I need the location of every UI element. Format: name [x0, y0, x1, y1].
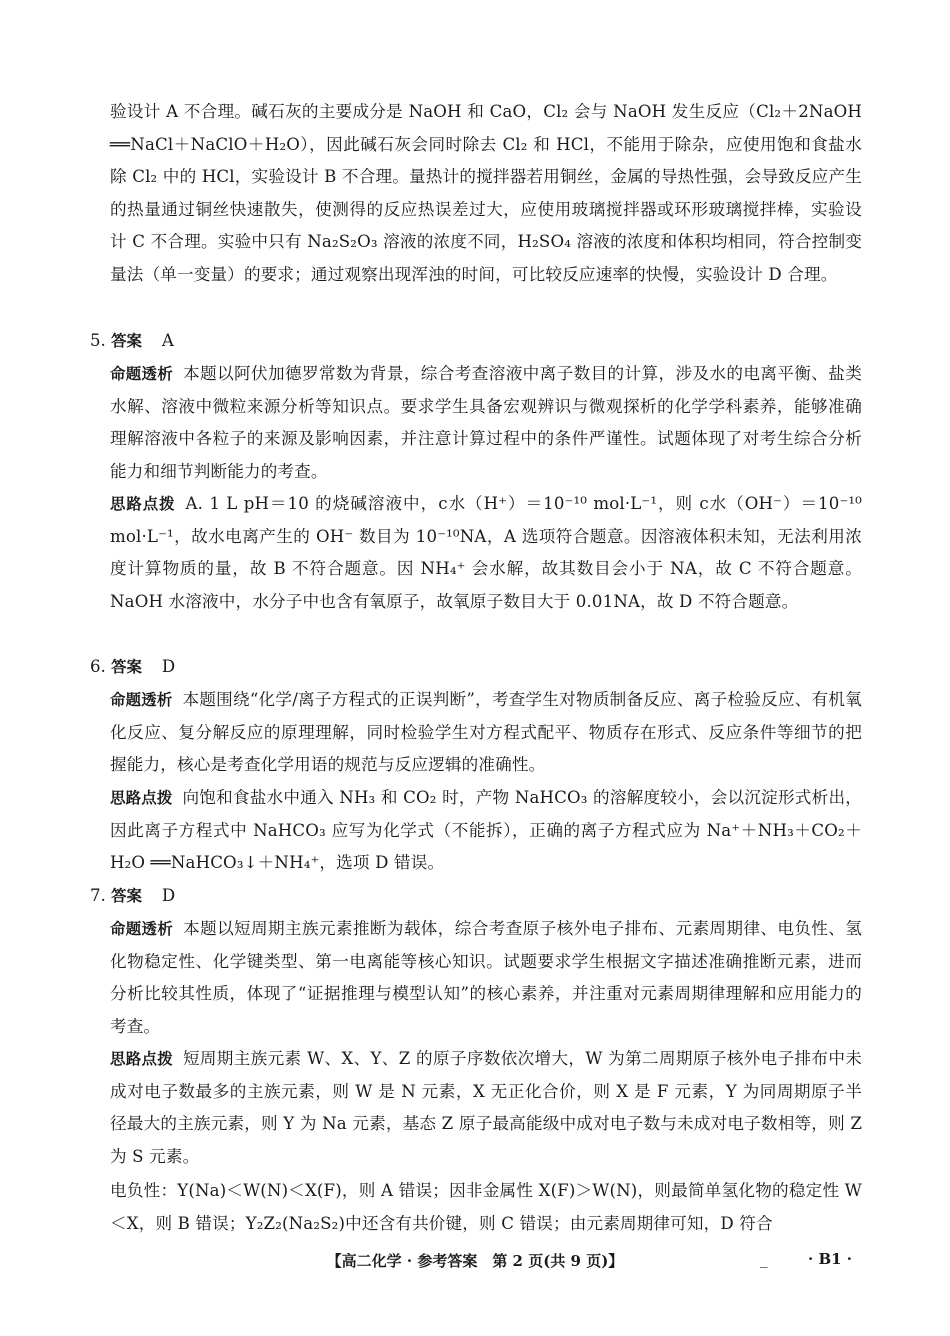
- analysis-text: 本题围绕“化学/离子方程式的正误判断”，考查学生对物质制备反应、离子检验反应、有机氧化反应、复分解反应的原理理解，同时检验学生对方程式配平、物质存在形式、反应条件等细节的把握能力，核心是考查化学用语的规范与反应逻辑的准确性。: [110, 690, 862, 775]
- question-6-answer-line: [90, 651, 175, 684]
- footer-code: · B1 ·: [808, 1250, 853, 1268]
- analysis-text: 本题以短周期主族元素推断为载体，综合考查原子核外电子排布、元素周期律、电负性、氢化物稳定性、化学键类型、第一电离能等核心知识。试题要求学生根据文字描述准确推断元素，进而分析比较其性质，体现了“证据推理与模型认知”的核心素养，并注重对元素周期律理解和应用能力的考查。: [110, 919, 862, 1036]
- answer-value: A: [161, 331, 174, 350]
- question-7-answer-line: [90, 880, 175, 913]
- question-7-hint: [110, 1043, 862, 1173]
- analysis-text: 本题以阿伏加德罗常数为背景，综合考查溶液中离子数目的计算，涉及水的电离平衡、盐类水解、溶液中微粒来源分析等知识点。要求学生具备宏观辨识与微观探析的化学学科素养，能够准确理解溶液中各粒子的来源及影响因素，并注意计算过程中的条件严谨性。试题体现了对考生综合分析能力和细节判断能力的考查。: [110, 364, 862, 481]
- answer-label: 答案: [111, 332, 142, 350]
- question-number: 6.: [90, 657, 106, 676]
- question-number: 7.: [90, 886, 106, 905]
- answer-label: 答案: [111, 887, 142, 905]
- question-6-hint: [110, 782, 862, 880]
- footer-title: 【高二化学 · 参考答案 第 2 页(共 9 页)】: [326, 1252, 624, 1270]
- question-7-analysis: [110, 913, 862, 1043]
- answer-value: D: [161, 657, 176, 676]
- hint-text: A. 1 L pH＝10 的烧碱溶液中，c水（H⁺）＝10⁻¹⁰ mol·L⁻¹，则 c水（OH⁻）＝10⁻¹⁰ mol·L⁻¹，故水电离产生的 OH⁻ 数目为 10⁻¹⁰NA，A 选项符合题意。因溶液体积未知，无法利用浓度计算物质的量，故 B 不符合题意。因 NH₄⁺ 会水解，故其数目会小于 NA，故 C 不符合题意。NaOH 水溶液中，水分子中也含有氧原子，故氧原子数目大于 0.01NA，故 D 不符合题意。: [110, 494, 862, 611]
- question-5-hint: [110, 488, 862, 618]
- question-5-analysis: [110, 358, 862, 488]
- analysis-label: 命题透析: [110, 365, 174, 383]
- hint-label: 思路点拨: [110, 1050, 173, 1068]
- answer-value: D: [161, 886, 176, 905]
- question-6-analysis: [110, 684, 862, 782]
- hint-label: 思路点拨: [110, 789, 173, 807]
- page-footer: [0, 1246, 950, 1274]
- analysis-label: 命题透析: [110, 691, 173, 709]
- hint-text: 向饱和食盐水中通入 NH₃ 和 CO₂ 时，产物 NaHCO₃ 的溶解度较小，会以沉淀形式析出，因此离子方程式中 NaHCO₃ 应写为化学式（不能拆），正确的离子方程式应为 Na⁺＋NH₃＋CO₂＋H₂O ══NaHCO₃↓＋NH₄⁺，选项 D 错误。: [110, 788, 862, 873]
- question-number: 5.: [90, 331, 106, 350]
- answer-label: 答案: [111, 658, 142, 676]
- footer-mark: _: [760, 1250, 768, 1268]
- hint-label: 思路点拨: [110, 495, 176, 513]
- analysis-label: 命题透析: [110, 920, 174, 938]
- question-7-extra: 电负性：Y(Na)＜W(N)＜X(F)，则 A 错误；因非金属性 X(F)＞W(N)，则最简单氢化物的稳定性 W＜X，则 B 错误；Y₂Z₂(Na₂S₂)中还含有共价键，则 C 错误；由元素周期律可知，D 符合: [110, 1181, 862, 1233]
- hint-text: 短周期主族元素 W、X、Y、Z 的原子序数依次增大，W 为第二周期原子核外电子排布中未成对电子数最多的主族元素，则 W 是 N 元素，X 无正化合价，则 X 是 F 元素，Y 为同周期原子半径最大的主族元素，则 Y 为 Na 元素，基态 Z 原子最高能级中成对电子数与未成对电子数相等，则 Z 为 S 元素。: [110, 1049, 862, 1166]
- question-5-answer-line: [90, 325, 174, 358]
- continuation-paragraph: 验设计 A 不合理。碱石灰的主要成分是 NaOH 和 CaO，Cl₂ 会与 NaOH 发生反应（Cl₂＋2NaOH ══NaCl＋NaClO＋H₂O），因此碱石灰会同时除去 Cl₂ 和 HCl，不能用于除杂，应使用饱和食盐水除 Cl₂ 中的 HCl，实验设计 B 不合理。量热计的搅拌器若用铜丝，金属的导热性强，会导致反应产生的热量通过铜丝快速散失，使测得的反应热误差过大，应使用玻璃搅拌器或环形玻璃搅拌棒，实验设计 C 不合理。实验中只有 Na₂S₂O₃ 溶液的浓度不同，H₂SO₄ 溶液的浓度和体积均相同，符合控制变量法（单一变量）的要求；通过观察出现浑浊的时间，可比较反应速率的快慢，实验设计 D 合理。: [110, 102, 862, 284]
